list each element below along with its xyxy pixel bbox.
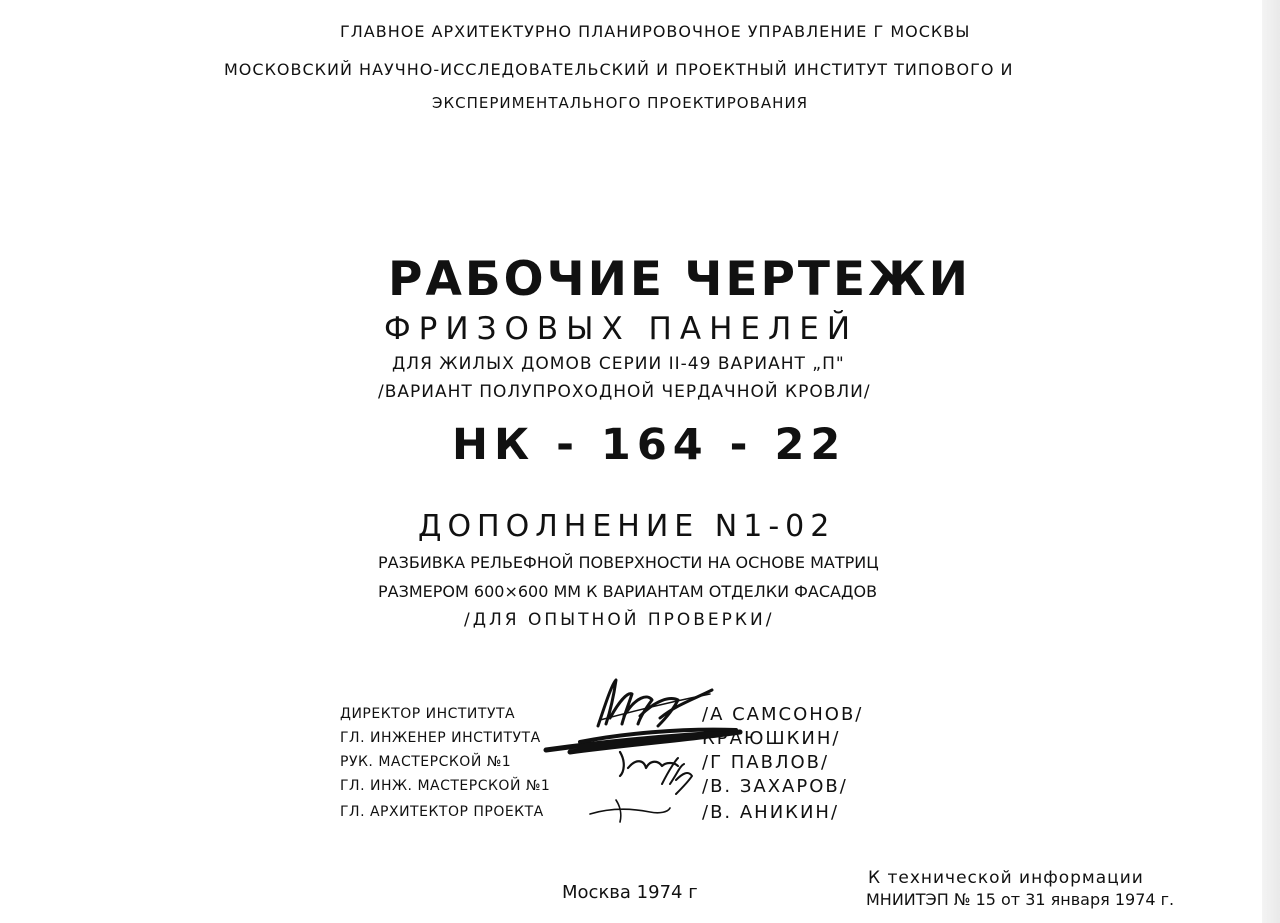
scan-edge bbox=[1262, 0, 1280, 923]
series-line: ДЛЯ ЖИЛЫХ ДОМОВ СЕРИИ II-49 ВАРИАНТ „П" bbox=[392, 354, 845, 374]
signatory-name: /А САМСОНОВ/ bbox=[702, 704, 864, 725]
variant-line: /ВАРИАНТ ПОЛУПРОХОДНОЙ ЧЕРДАЧНОЙ КРОВЛИ/ bbox=[378, 382, 871, 402]
signatory-role: ГЛ. ИНЖ. МАСТЕРСКОЙ №1 bbox=[340, 778, 551, 794]
signatory-role: ДИРЕКТОР ИНСТИТУТА bbox=[340, 706, 516, 722]
tech-info-line-1: К технической информации bbox=[868, 868, 1144, 888]
document-title: РАБОЧИЕ ЧЕРТЕЖИ bbox=[388, 252, 971, 307]
signatory-name: /В. АНИКИН/ bbox=[702, 802, 840, 823]
addition-heading: ДОПОЛНЕНИЕ N1-02 bbox=[418, 509, 836, 544]
signatory-name: /Г ПАВЛОВ/ bbox=[702, 752, 830, 773]
handwritten-signatures bbox=[540, 672, 760, 832]
tech-info-line-2: МНИИТЭП № 15 от 31 января 1974 г. bbox=[866, 890, 1175, 909]
institute-heading: МОСКОВСКИЙ НАУЧНО-ИССЛЕДОВАТЕЛЬСКИЙ И ПРОЕКТНЫЙ ИНСТИТУТ ТИПОВОГО И bbox=[224, 60, 1014, 79]
document-subtitle: ФРИЗОВЫХ ПАНЕЛЕЙ bbox=[384, 311, 859, 347]
addition-desc-1: РАЗБИВКА РЕЛЬЕФНОЙ ПОВЕРХНОСТИ НА ОСНОВЕ МАТРИЦ bbox=[378, 553, 879, 572]
ministry-heading: ГЛАВНОЕ АРХИТЕКТУРНО ПЛАНИРОВОЧНОЕ УПРАВЛЕНИЕ Г МОСКВЫ bbox=[340, 22, 971, 41]
signatory-role: ГЛ. АРХИТЕКТОР ПРОЕКТА bbox=[340, 804, 544, 820]
addition-desc-3: /ДЛЯ ОПЫТНОЙ ПРОВЕРКИ/ bbox=[464, 610, 775, 630]
addition-desc-2: РАЗМЕРОМ 600×600 ММ К ВАРИАНТАМ ОТДЕЛКИ ФАСАДОВ bbox=[378, 582, 878, 601]
signatory-role: ГЛ. ИНЖЕНЕР ИНСТИТУТА bbox=[340, 730, 541, 746]
document-code: НК - 164 - 22 bbox=[452, 420, 847, 470]
signatory-name: /В. ЗАХАРОВ/ bbox=[702, 776, 848, 797]
institute-heading-cont: ЭКСПЕРИМЕНТАЛЬНОГО ПРОЕКТИРОВАНИЯ bbox=[432, 94, 809, 112]
signatory-name: КРАЮШКИН/ bbox=[702, 728, 841, 749]
city-year: Москва 1974 г bbox=[562, 882, 698, 903]
signatory-role: РУК. МАСТЕРСКОЙ №1 bbox=[340, 754, 512, 770]
